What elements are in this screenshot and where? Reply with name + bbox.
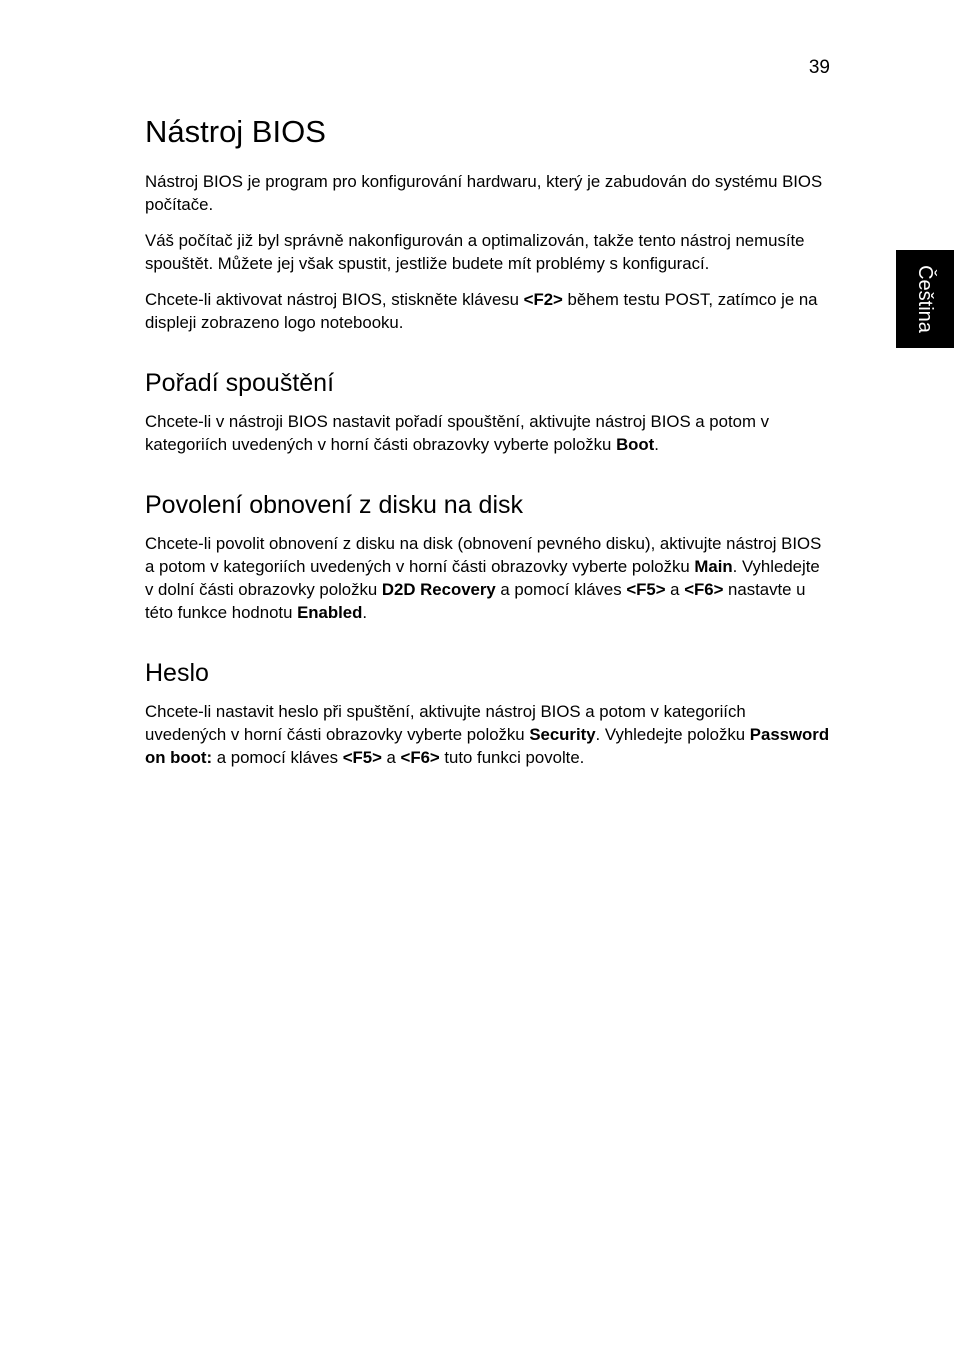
section-heading-d2d-recovery: Povolení obnovení z disku na disk bbox=[145, 491, 524, 519]
text-run: . Vyhledejte v dolní části obrazovky položku bbox=[145, 557, 820, 599]
text-run: a pomocí kláves bbox=[495, 580, 627, 599]
term-boot: Boot bbox=[616, 435, 655, 454]
key-f5: <F5> bbox=[626, 580, 666, 599]
text-run: Chcete-li povolit obnovení z disku na disk (obnovení pevného disku), aktivujte nástroj BIOS a potom v kategoriích uvedených v horní části obrazovky vyberte položku bbox=[145, 534, 822, 576]
term-main: Main bbox=[694, 557, 733, 576]
page-number: 39 bbox=[808, 57, 830, 78]
key-f2: <F2> bbox=[523, 290, 563, 309]
text-run: tuto funkci povolte. bbox=[439, 748, 585, 767]
section-heading-boot-order: Pořadí spouštění bbox=[145, 369, 335, 397]
section-d2d-recovery bbox=[145, 489, 831, 624]
key-f5: <F5> bbox=[342, 748, 382, 767]
section-password bbox=[145, 657, 831, 769]
text-run: a bbox=[381, 748, 401, 767]
text-run: a bbox=[665, 580, 685, 599]
boot-order-paragraph bbox=[145, 410, 831, 456]
term-password-on-boot: Password on boot: bbox=[145, 725, 830, 767]
text-run: a pomocí kláves bbox=[212, 748, 343, 767]
text-run: . Vyhledejte položku bbox=[595, 725, 750, 744]
text-run: . bbox=[654, 435, 659, 454]
key-f6: <F6> bbox=[684, 580, 724, 599]
language-tab bbox=[896, 250, 954, 348]
section-boot-order bbox=[145, 367, 831, 456]
language-tab-label: Čeština bbox=[914, 265, 936, 333]
bios-paragraph-3 bbox=[145, 288, 831, 334]
bios-paragraph-1: Nástroj BIOS je program pro konfigurování hardwaru, který je zabudován do systému BIOS počítače. bbox=[145, 172, 823, 214]
text-run: Chcete-li v nástroji BIOS nastavit pořadí spouštění, aktivujte nástroj BIOS a potom v kategoriích uvedených v horní části obrazovky vyberte položku bbox=[145, 412, 769, 454]
d2d-paragraph bbox=[145, 532, 831, 624]
page-title: Nástroj BIOS bbox=[145, 114, 326, 149]
key-f6: <F6> bbox=[400, 748, 440, 767]
section-heading-password: Heslo bbox=[145, 659, 209, 687]
text-run: Chcete-li aktivovat nástroj BIOS, stiskněte klávesu bbox=[145, 290, 524, 309]
page-content bbox=[145, 112, 831, 769]
term-enabled: Enabled bbox=[297, 603, 363, 622]
text-run: . bbox=[362, 603, 368, 622]
term-security: Security bbox=[529, 725, 596, 744]
term-d2d-recovery: D2D Recovery bbox=[381, 580, 496, 599]
bios-paragraph-2: Váš počítač již byl správně nakonfigurován a optimalizován, takže tento nástroj nemusíte spouštět. Můžete jej však spustit, jestliže budete mít problémy s konfigurací. bbox=[145, 231, 805, 273]
text-run: během testu POST, zatímco je na displeji zobrazeno logo notebooku. bbox=[145, 290, 818, 332]
text-run: nastavte u této funkce hodnotu bbox=[145, 580, 806, 622]
section-bios bbox=[145, 112, 831, 334]
text-run: Chcete-li nastavit heslo při spuštění, aktivujte nástroj BIOS a potom v kategoriích uvedených v horní části obrazovky vyberte položku bbox=[145, 702, 746, 744]
password-paragraph bbox=[145, 700, 831, 769]
